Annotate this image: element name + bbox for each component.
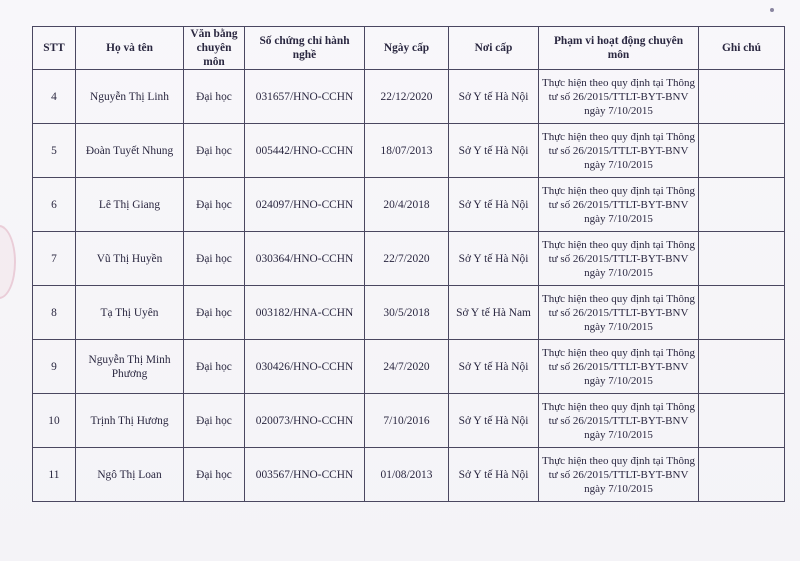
cell-stt: 6 bbox=[33, 178, 76, 232]
cell-scope: Thực hiện theo quy định tại Thông tư số 26/2015/TTLT-BYT-BNV ngày 7/10/2015 bbox=[539, 286, 699, 340]
cell-scope: Thực hiện theo quy định tại Thông tư số 26/2015/TTLT-BYT-BNV ngày 7/10/2015 bbox=[539, 124, 699, 178]
table-row bbox=[33, 178, 785, 232]
cell-place: Sở Y tế Hà Nội bbox=[449, 70, 539, 124]
cell-degree: Đại học bbox=[184, 286, 245, 340]
table-row bbox=[33, 394, 785, 448]
cell-name: Ngô Thị Loan bbox=[76, 448, 184, 502]
cell-scope: Thực hiện theo quy định tại Thông tư số 26/2015/TTLT-BYT-BNV ngày 7/10/2015 bbox=[539, 232, 699, 286]
cell-stt: 8 bbox=[33, 286, 76, 340]
table-row bbox=[33, 286, 785, 340]
cell-place: Sở Y tế Hà Nam bbox=[449, 286, 539, 340]
table-row bbox=[33, 448, 785, 502]
header-note: Ghi chú bbox=[699, 27, 785, 70]
cell-degree: Đại học bbox=[184, 340, 245, 394]
cell-cert: 030364/HNO-CCHN bbox=[245, 232, 365, 286]
cell-stt: 5 bbox=[33, 124, 76, 178]
cell-note bbox=[699, 340, 785, 394]
cell-place: Sở Y tế Hà Nội bbox=[449, 448, 539, 502]
cell-place: Sở Y tế Hà Nội bbox=[449, 394, 539, 448]
cell-name: Nguyễn Thị Linh bbox=[76, 70, 184, 124]
header-name: Họ và tên bbox=[76, 27, 184, 70]
cell-cert: 003567/HNO-CCHN bbox=[245, 448, 365, 502]
cell-place: Sở Y tế Hà Nội bbox=[449, 232, 539, 286]
cell-date: 01/08/2013 bbox=[365, 448, 449, 502]
table-row bbox=[33, 124, 785, 178]
header-scope: Phạm vi hoạt động chuyên môn bbox=[539, 27, 699, 70]
table-row bbox=[33, 340, 785, 394]
cell-note bbox=[699, 232, 785, 286]
cell-degree: Đại học bbox=[184, 178, 245, 232]
cell-degree: Đại học bbox=[184, 394, 245, 448]
cell-name: Trịnh Thị Hương bbox=[76, 394, 184, 448]
cell-note bbox=[699, 394, 785, 448]
table-header-row bbox=[33, 27, 785, 70]
header-cert: Số chứng chỉ hành nghề bbox=[245, 27, 365, 70]
cell-date: 22/7/2020 bbox=[365, 232, 449, 286]
cell-date: 30/5/2018 bbox=[365, 286, 449, 340]
header-date: Ngày cấp bbox=[365, 27, 449, 70]
cell-stt: 11 bbox=[33, 448, 76, 502]
header-degree: Văn bằng chuyên môn bbox=[184, 27, 245, 70]
cell-stt: 4 bbox=[33, 70, 76, 124]
cell-scope: Thực hiện theo quy định tại Thông tư số 26/2015/TTLT-BYT-BNV ngày 7/10/2015 bbox=[539, 340, 699, 394]
cell-date: 18/07/2013 bbox=[365, 124, 449, 178]
cell-date: 20/4/2018 bbox=[365, 178, 449, 232]
cell-note bbox=[699, 448, 785, 502]
cell-note bbox=[699, 124, 785, 178]
table-row bbox=[33, 70, 785, 124]
cell-degree: Đại học bbox=[184, 232, 245, 286]
cell-stt: 9 bbox=[33, 340, 76, 394]
practitioner-table bbox=[32, 26, 785, 502]
cell-date: 22/12/2020 bbox=[365, 70, 449, 124]
table-row bbox=[33, 232, 785, 286]
cell-cert: 030426/HNO-CCHN bbox=[245, 340, 365, 394]
cell-cert: 005442/HNO-CCHN bbox=[245, 124, 365, 178]
cell-name: Vũ Thị Huyền bbox=[76, 232, 184, 286]
cell-note bbox=[699, 178, 785, 232]
cell-note bbox=[699, 286, 785, 340]
cell-stt: 10 bbox=[33, 394, 76, 448]
cell-place: Sở Y tế Hà Nội bbox=[449, 178, 539, 232]
cell-name: Nguyễn Thị Minh Phương bbox=[76, 340, 184, 394]
cell-degree: Đại học bbox=[184, 448, 245, 502]
cell-degree: Đại học bbox=[184, 70, 245, 124]
cell-cert: 024097/HNO-CCHN bbox=[245, 178, 365, 232]
scan-dot bbox=[770, 8, 774, 12]
cell-date: 24/7/2020 bbox=[365, 340, 449, 394]
red-stamp-edge bbox=[0, 225, 16, 299]
cell-date: 7/10/2016 bbox=[365, 394, 449, 448]
header-stt: STT bbox=[33, 27, 76, 70]
cell-place: Sở Y tế Hà Nội bbox=[449, 340, 539, 394]
cell-name: Đoàn Tuyết Nhung bbox=[76, 124, 184, 178]
cell-scope: Thực hiện theo quy định tại Thông tư số 26/2015/TTLT-BYT-BNV ngày 7/10/2015 bbox=[539, 394, 699, 448]
cell-scope: Thực hiện theo quy định tại Thông tư số 26/2015/TTLT-BYT-BNV ngày 7/10/2015 bbox=[539, 178, 699, 232]
cell-scope: Thực hiện theo quy định tại Thông tư số 26/2015/TTLT-BYT-BNV ngày 7/10/2015 bbox=[539, 70, 699, 124]
cell-name: Lê Thị Giang bbox=[76, 178, 184, 232]
cell-degree: Đại học bbox=[184, 124, 245, 178]
cell-note bbox=[699, 70, 785, 124]
cell-cert: 003182/HNA-CCHN bbox=[245, 286, 365, 340]
cell-scope: Thực hiện theo quy định tại Thông tư số 26/2015/TTLT-BYT-BNV ngày 7/10/2015 bbox=[539, 448, 699, 502]
header-place: Nơi cấp bbox=[449, 27, 539, 70]
cell-place: Sở Y tế Hà Nội bbox=[449, 124, 539, 178]
cell-cert: 031657/HNO-CCHN bbox=[245, 70, 365, 124]
cell-stt: 7 bbox=[33, 232, 76, 286]
cell-cert: 020073/HNO-CCHN bbox=[245, 394, 365, 448]
cell-name: Tạ Thị Uyên bbox=[76, 286, 184, 340]
